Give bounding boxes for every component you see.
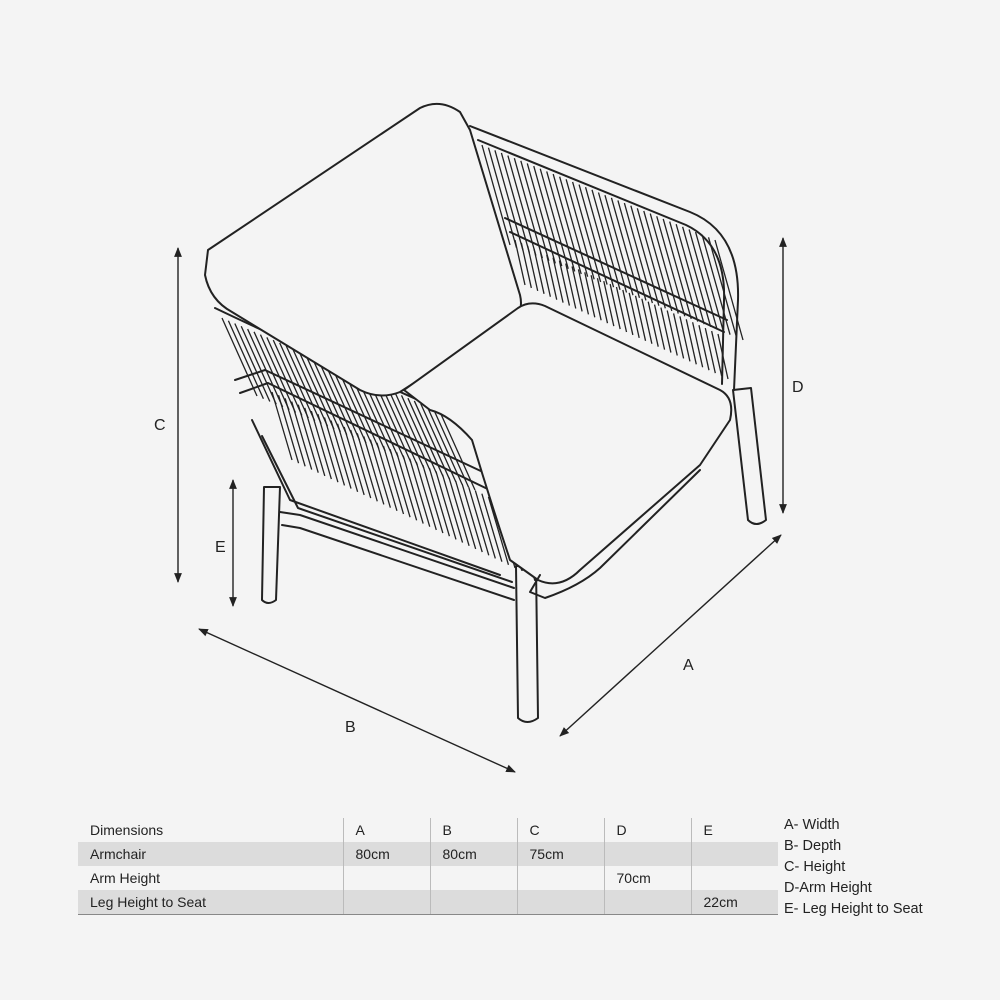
table-cell	[604, 842, 691, 866]
weave-strand	[298, 405, 318, 473]
table-cell: 80cm	[430, 842, 517, 866]
weave-strand	[696, 232, 724, 332]
weave-strand	[292, 402, 312, 470]
weave-strand	[508, 156, 536, 256]
weave-strand	[617, 287, 627, 332]
weave-strand	[623, 290, 633, 335]
weave-strand	[661, 308, 671, 353]
weave-strand	[680, 316, 690, 361]
weave-strand	[416, 462, 436, 530]
weave-strand	[351, 430, 371, 498]
table-header: D	[604, 818, 691, 842]
dimensions-table	[78, 818, 778, 915]
weave-strand	[534, 166, 562, 266]
weave-strand	[331, 421, 351, 489]
label-b: B	[345, 719, 356, 736]
table-header: Dimensions	[90, 822, 164, 838]
weave-strand	[605, 195, 633, 295]
weave-strand	[629, 293, 639, 338]
table-cell	[343, 890, 430, 915]
weave-strand	[642, 299, 652, 344]
weave-strand	[689, 229, 717, 329]
weave-strand	[514, 158, 542, 258]
weave-strand	[683, 227, 711, 327]
weave-strand	[324, 417, 344, 485]
table-row	[78, 842, 778, 866]
weave-strand	[534, 249, 544, 294]
weave-strand	[443, 475, 463, 543]
weave-strand	[674, 313, 684, 358]
weave-strand	[272, 392, 292, 460]
weave-strand	[610, 284, 620, 329]
legend-item: C- Height	[784, 859, 846, 875]
label-e: E	[215, 539, 226, 556]
weave-strand	[597, 278, 607, 323]
weave-strand	[702, 235, 730, 335]
table-cell	[430, 866, 517, 890]
weave-strand	[528, 246, 538, 291]
weave-strand	[712, 331, 722, 376]
weave-strand	[648, 302, 658, 347]
table-cell: Leg Height to Seat	[78, 890, 343, 915]
weave-strand	[521, 243, 531, 288]
table-cell: Armchair	[78, 842, 343, 866]
weave-strand	[423, 465, 443, 533]
table-cell	[691, 842, 778, 866]
dimensions-legend	[784, 815, 923, 920]
weave-strand	[591, 275, 601, 320]
weave-strand	[397, 452, 417, 520]
table-header: B	[430, 818, 517, 842]
table-cell	[517, 866, 604, 890]
weave-strand	[382, 387, 417, 465]
table-cell	[691, 866, 778, 890]
weave-strand	[344, 427, 364, 495]
weave-strand	[410, 459, 430, 527]
weave-strand	[364, 436, 384, 504]
table-header-row	[78, 818, 778, 842]
legend-item: B- Depth	[784, 838, 842, 854]
weave-strand	[377, 443, 397, 511]
weave-strand	[657, 216, 685, 316]
weave-strand	[586, 187, 614, 287]
weave-strand	[663, 219, 691, 319]
table-cell	[517, 890, 604, 915]
table-header: C	[517, 818, 604, 842]
weave-strand	[390, 449, 410, 517]
weave-strand	[604, 281, 614, 326]
weave-strand	[670, 222, 698, 322]
weave-strand	[370, 440, 390, 508]
label-a: A	[683, 657, 694, 674]
legend-item: E- Leg Height to Seat	[784, 901, 923, 917]
weave-strand	[235, 324, 270, 402]
weave-strand	[527, 163, 555, 263]
table-cell: 80cm	[343, 842, 430, 866]
weave-strand	[318, 414, 338, 482]
table-cell: 70cm	[604, 866, 691, 890]
legend-item: A- Width	[784, 817, 840, 833]
weave-strand	[285, 398, 305, 466]
weave-strand	[403, 456, 423, 524]
weave-strand	[338, 424, 358, 492]
weave-strand	[540, 252, 550, 297]
weave-strand	[636, 296, 646, 341]
table-cell: Arm Height	[90, 870, 161, 886]
weave-strand	[705, 328, 715, 373]
legend-item: D-Arm Height	[784, 880, 872, 896]
weave-strand	[585, 272, 595, 317]
label-c: C	[154, 417, 166, 434]
weave-strand	[305, 408, 325, 476]
label-d: D	[792, 379, 804, 396]
weave-strand	[279, 395, 299, 463]
weave-strand	[222, 318, 257, 396]
weave-strand	[699, 325, 709, 370]
weave-strand	[384, 446, 404, 514]
weave-strand	[592, 190, 620, 290]
weave-strand	[449, 478, 469, 546]
weave-strand	[462, 484, 482, 552]
table-cell: 75cm	[517, 842, 604, 866]
weave-strand	[501, 153, 529, 253]
table-row	[78, 866, 778, 890]
table-cell	[604, 890, 691, 915]
weave-strand	[456, 481, 476, 549]
weave-strand	[311, 411, 331, 479]
table-row	[78, 890, 778, 915]
table-cell: 22cm	[691, 890, 778, 915]
weave-strand	[667, 311, 677, 356]
weave-strand	[357, 433, 377, 501]
weave-strand	[686, 319, 696, 364]
weave-strand	[599, 193, 627, 293]
weave-strand	[469, 487, 489, 555]
weave-strand	[241, 326, 276, 404]
weave-strand	[655, 305, 665, 350]
weave-strand	[611, 198, 639, 298]
weave-strand	[579, 185, 607, 285]
weave-strand	[228, 321, 263, 399]
table-header: A	[343, 818, 430, 842]
weave-strand	[676, 224, 704, 324]
weave-strand	[515, 240, 525, 285]
weave-strand	[521, 161, 549, 261]
table-cell	[343, 866, 430, 890]
table-header: E	[691, 818, 778, 842]
weave-strand	[429, 468, 449, 536]
table-cell	[430, 890, 517, 915]
weave-strand	[436, 471, 456, 539]
weave-strand	[693, 322, 703, 367]
